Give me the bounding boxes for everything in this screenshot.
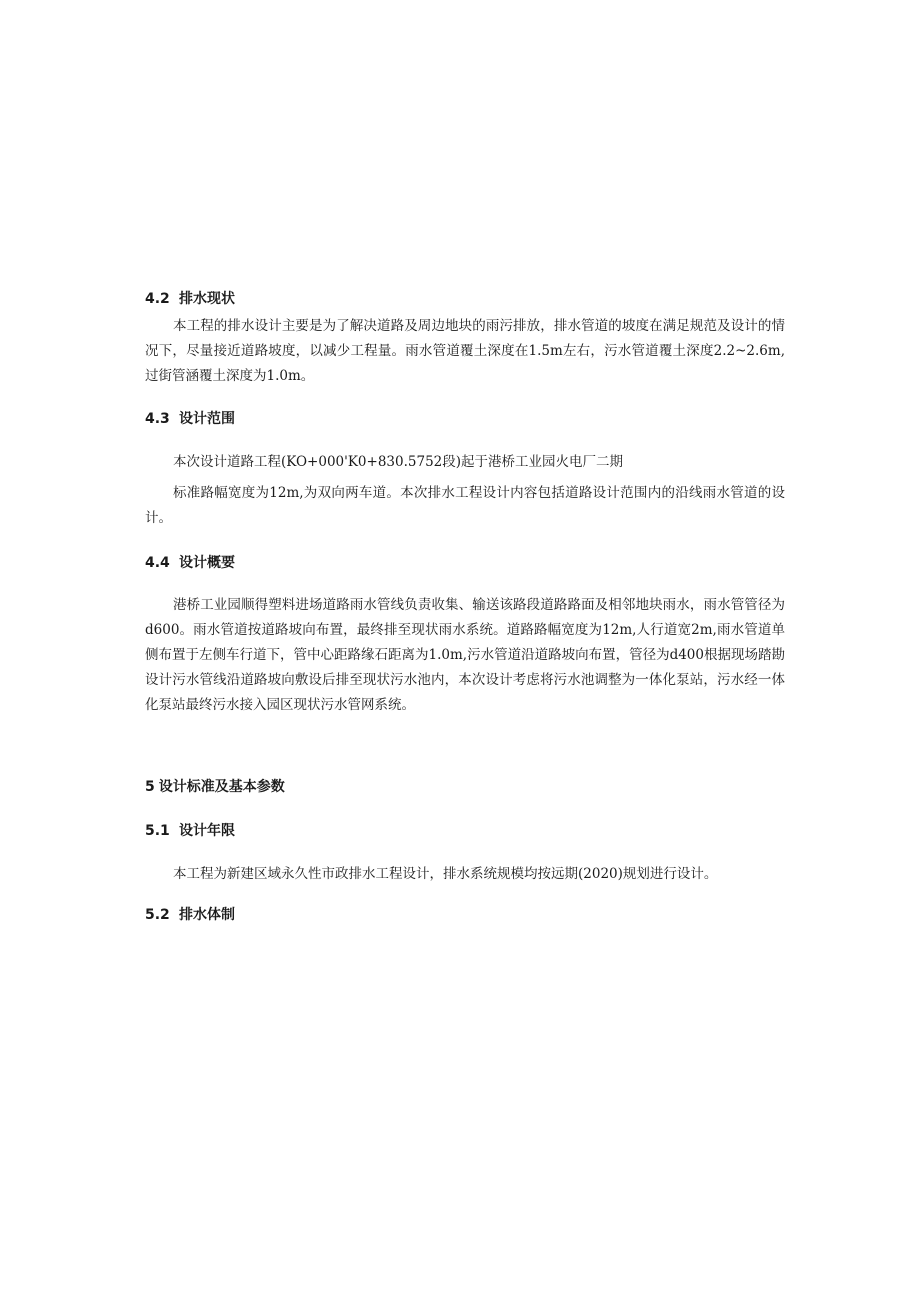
section-heading-5-1: [145, 820, 785, 840]
section-number: 5.1: [145, 823, 170, 839]
section-heading-4-2: [145, 288, 785, 308]
chapter-5: [145, 776, 785, 796]
section-title: 设计年限: [179, 823, 235, 839]
section-title: 设计范围: [179, 411, 235, 427]
section-number: 4.3: [145, 411, 170, 427]
section-heading-5-2: [145, 904, 785, 924]
paragraph: 本工程的排水设计主要是为了解决道路及周边地块的雨污排放，排水管道的坡度在满足规范及设计的情况下，尽量接近道路坡度，以减少工程量。雨水管道覆土深度在1.5m左右，污水管道覆土深度2.2~2.6m,过街管涵覆土深度为1.0m。: [145, 318, 785, 384]
chapter-heading-5: [145, 776, 785, 796]
section-heading-4-4: [145, 552, 785, 572]
section-4-2: [145, 288, 785, 308]
section-5-2: [145, 904, 785, 924]
section-number: 5.2: [145, 907, 170, 923]
section-4-4-body: [145, 593, 785, 718]
section-number: 4.2: [145, 291, 170, 307]
section-4-2-body: [145, 314, 785, 389]
section-4-3-body-2: [145, 481, 785, 531]
chapter-number: 5: [145, 779, 155, 795]
section-heading-4-3: [145, 408, 785, 428]
paragraph: 标准路幅宽度为12m,为双向两车道。本次排水工程设计内容包括道路设计范围内的沿线雨水管道的设计。: [145, 485, 785, 526]
section-4-4: [145, 552, 785, 572]
section-title: 排水现状: [179, 291, 235, 307]
section-4-3-body: [145, 450, 785, 475]
section-5-1-body: [145, 862, 785, 887]
paragraph: 本工程为新建区域永久性市政排水工程设计，排水系统规模均按远期(2020)规划进行设计。: [173, 866, 718, 882]
chapter-title: 设计标准及基本参数: [158, 779, 285, 795]
section-title: 设计概要: [179, 555, 235, 571]
paragraph: 港桥工业园顺得塑料进场道路雨水管线负责收集、输送该路段道路路面及相邻地块雨水，雨水管管径为d600。雨水管道按道路坡向布置，最终排至现状雨水系统。道路路幅宽度为12m,人行道宽2m,雨水管道单侧布置于左侧车行道下，管中心距路缘石距离为1.0m,污水管道沿道路坡向布置，管径为d400根据现场踏勘设计污水管线沿道路坡向敷设后排至现状污水池内，本次设计考虑将污水池调整为一体化泵站，污水经一体化泵站最终污水接入园区现状污水管网系统。: [145, 597, 785, 713]
section-title: 排水体制: [179, 907, 235, 923]
section-4-3: [145, 408, 785, 428]
section-number: 4.4: [145, 555, 170, 571]
section-5-1: [145, 820, 785, 840]
paragraph: 本次设计道路工程(KO+000'K0+830.5752段)起于港桥工业园火电厂二期: [173, 454, 624, 470]
